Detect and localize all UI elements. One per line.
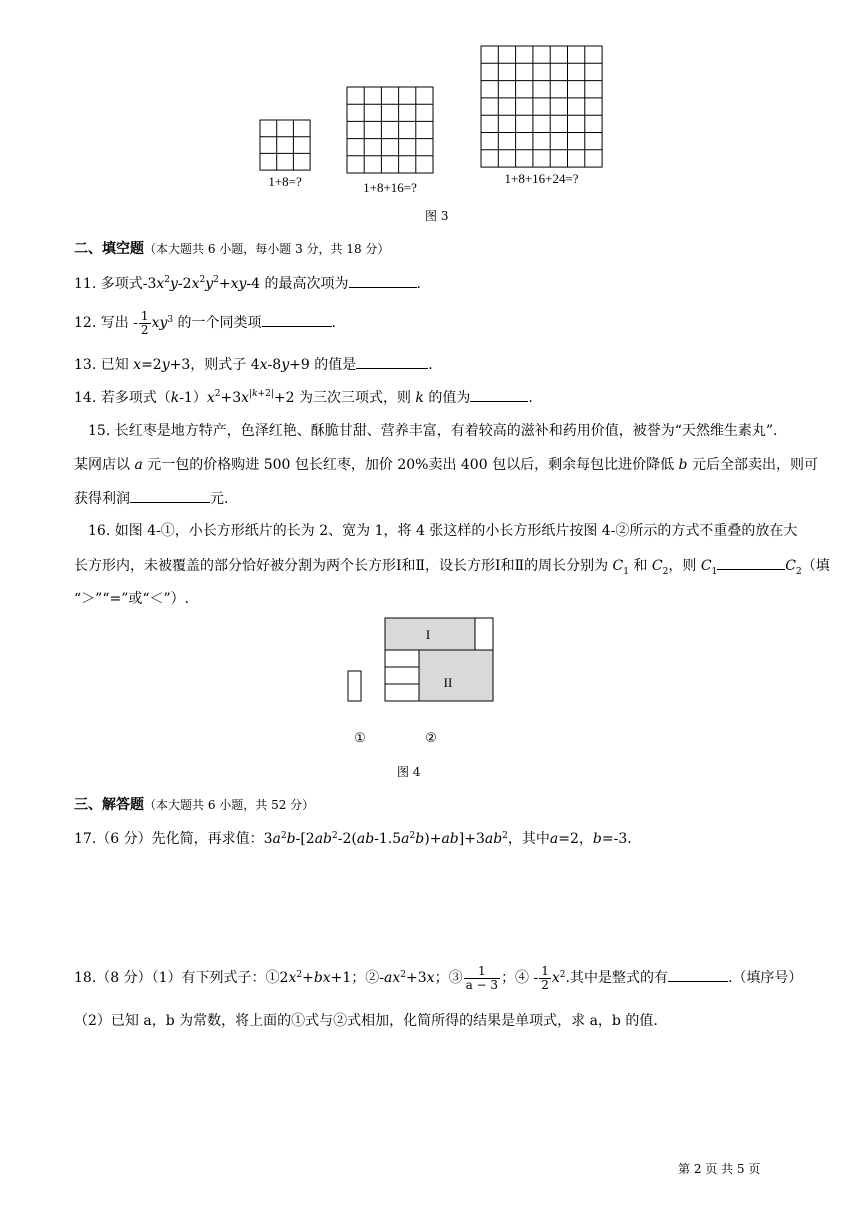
paper-right-top [475,618,493,650]
fraction: $\frac{1}{2}$ [541,963,549,992]
grid-2 [347,87,433,173]
figure-4-diagram [340,612,510,752]
figure-3-caption: 图 3 [425,209,449,223]
section-2-note: （本大题共 6 小题，每小题 3 分，共 18 分） [144,242,390,256]
small-rectangle [348,671,361,701]
question-14: 14. 若多项式$(k-1)x^2+3x^{|k+2|}+2$ 为三次三项式，则 k 的值为 . [74,389,533,406]
label-II: II [443,675,453,690]
question-16-line-1: 16. 如图 4-①，小长方形纸片的长为 2、宽为 1，将 4 张这样的小长方形纸片按图 4-②所示的方式不重叠的放在大 [88,523,798,539]
section-2-heading [74,239,796,259]
label-I: I [425,627,431,642]
grid-border [260,120,310,170]
answer-blank[interactable] [470,387,528,402]
grid-figures [250,40,620,200]
paper-left-3 [385,684,419,701]
sub-label-1: ① [354,730,366,745]
rectangle-II [419,650,493,701]
grid-label-1: 1+8=? [268,174,302,190]
grid-1 [260,120,310,170]
page-number: 第 2 页 共 5 页 [678,1162,761,1176]
question-11: 11. 多项式$-3x^2y-2x^2y^2+xy-4$ 的最高次项为 . [74,275,421,292]
answer-blank[interactable] [668,967,728,982]
question-16-line-2: 长方形内，未被覆盖的部分恰好被分割为两个长方形Ⅰ和Ⅱ，设长方形Ⅰ和Ⅱ的周长分别为 $C_1$ 和 $C_2$，则 $C_1$ $C_2$（填 [74,555,796,582]
section-2-title: 二、填空题 [74,241,144,257]
answer-blank[interactable] [356,354,428,369]
fraction: $\frac{1}{a - 3}$ [465,963,499,992]
answer-blank[interactable] [262,312,332,327]
sub-label-2: ② [425,730,437,745]
answer-blank[interactable] [130,488,210,503]
grid-border [347,87,433,173]
question-18-part-2: （2）已知 a，b 为常数，将上面的①式与②式相加，化简所得的结果是单项式，求 a，b 的值. [74,1013,658,1029]
question-18-part-1: 18.（8 分）（1）有下列式子：$①2x^2+bx+1$；$②-ax^2+3x$；③ $\frac{1}{a - 3}$ ；④ - $\frac{1}{2}$ $x^2$.其中是整式的有 .（填序号） [74,963,803,992]
grid-label-3: 1+8+16+24=? [504,171,579,187]
question-13: 13. 已知 x=2y+3，则式子 4x-8y+9 的值是 . [74,354,796,375]
figure-4-caption: 图 4 [397,765,421,779]
question-15-line-1: 15. 长红枣是地方特产，色泽红艳、酥脆甘甜、营养丰富，有着较高的滋补和药用价值，被誉为“天然维生素丸”. [88,423,778,439]
answer-blank[interactable] [717,555,785,570]
question-17: 17.（6 分）先化简，再求值：$3a^2b-[2ab^2-2(ab-1.5a^2b)+ab]+3ab^2$，其中a=2，b=-3. [74,831,632,847]
fraction: $\frac{1}{2}$ [140,308,149,337]
question-16-line-3: “＞”“=”或“＜”）. [74,591,190,607]
question-15-line-3: 获得利润 元. [74,488,796,509]
grid-label-2: 1+8+16=? [363,180,417,195]
paper-left-1 [385,650,419,667]
paper-left-2 [385,667,419,684]
section-3-title: 三、解答题 [74,797,144,813]
section-3-note: （本大题共 6 小题，共 52 分） [144,798,315,812]
answer-blank[interactable] [349,273,417,288]
grid-border [481,46,602,167]
section-3-heading [74,795,796,815]
grid-3 [481,46,602,167]
question-15-line-2: 某网店以 a 元一包的价格购进 500 包长红枣，加价 20%卖出 400 包以后，剩余每包比进价降低 b 元后全部卖出，则可 [74,457,818,473]
question-12: 12. 写出 - $\frac{1}{2}$ $xy^3$ 的一个同类项 . [74,308,336,337]
